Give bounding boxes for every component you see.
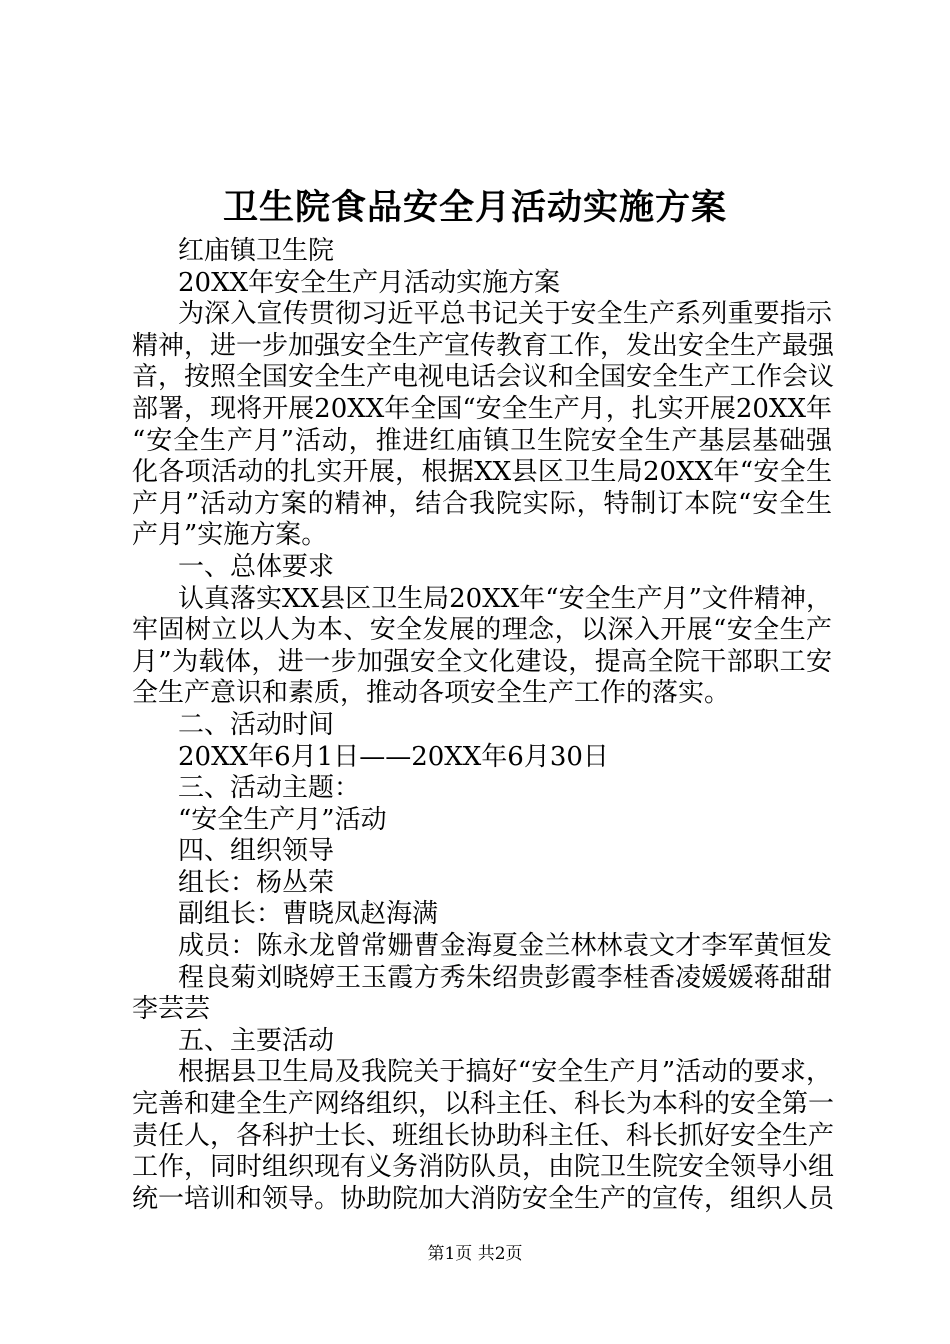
text-line: “安全生产月”活动 xyxy=(178,804,387,835)
page-footer: 第1页 共2页 xyxy=(427,1244,523,1264)
text-line: 全生产意识和素质，推动各项安全生产工作的落实。 xyxy=(132,678,731,709)
text-line: 副组长：曹晓凤赵海满 xyxy=(178,899,439,930)
text-line: 为深入宣传贯彻习近平总书记关于安全生产系列重要指示 xyxy=(178,299,832,330)
text-line: 产月”活动方案的精神，结合我院实际，特制订本院“安全生 xyxy=(132,488,832,519)
text-line: 四、组织领导 xyxy=(178,836,335,867)
text-line: 音，按照全国安全生产电视电话会议和全国安全生产工作会议 xyxy=(132,362,835,393)
text-line: 部署，现将开展20XX年全国“安全生产月，扎实开展20XX年 xyxy=(132,393,832,424)
text-line: 20XX年6月1日——20XX年6月30日 xyxy=(178,741,609,772)
text-line: 20XX年安全生产月活动实施方案 xyxy=(178,267,561,298)
text-line: 一、总体要求 xyxy=(178,551,335,582)
text-line: 成员：陈永龙曾常姗曹金海夏金兰林林袁文才李军黄恒发 xyxy=(178,931,832,962)
text-line: 责任人，各科护士长、班组长协助科主任、科长抓好安全生产 xyxy=(132,1120,835,1151)
text-line: 程良菊刘晓婷王玉霞方秀朱绍贵彭霞李桂香凌媛媛蒋甜甜 xyxy=(178,962,832,993)
text-line: 组长：杨丛荣 xyxy=(178,867,335,898)
text-line: 李芸芸 xyxy=(132,994,211,1025)
text-line: 月”为载体，进一步加强安全文化建设，提高全院干部职工安 xyxy=(132,646,832,677)
document-body xyxy=(132,236,835,1215)
text-line: “安全生产月”活动，推进红庙镇卫生院安全生产基层基础强 xyxy=(132,425,832,456)
text-line: 工作，同时组织现有义务消防队员，由院卫生院安全领导小组 xyxy=(132,1152,835,1183)
text-line: 三、活动主题： xyxy=(178,773,361,804)
text-line: 统一培训和领导。协助院加大消防安全生产的宣传，组织人员 xyxy=(132,1183,835,1214)
text-line: 认真落实XX县区卫生局20XX年“安全生产月”文件精神， xyxy=(178,583,832,614)
text-line: 红庙镇卫生院 xyxy=(178,236,335,266)
text-line: 完善和建全生产网络组织，以科主任、科长为本科的安全第一 xyxy=(132,1089,835,1120)
text-line: 牢固树立以人为本、安全发展的理念，以深入开展“安全生产 xyxy=(132,615,832,646)
document-title: 卫生院食品安全月活动实施方案 xyxy=(222,187,727,228)
text-line: 精神，进一步加强安全生产宣传教育工作，发出安全生产最强 xyxy=(132,330,835,361)
text-line: 五、主要活动 xyxy=(178,1025,335,1056)
text-line: 二、活动时间 xyxy=(178,709,335,740)
text-line: 产月”实施方案。 xyxy=(132,520,328,551)
text-line: 根据县卫生局及我院关于搞好“安全生产月”活动的要求， xyxy=(178,1057,832,1088)
text-line: 化各项活动的扎实开展，根据XX县区卫生局20XX年“安全生 xyxy=(132,457,832,488)
